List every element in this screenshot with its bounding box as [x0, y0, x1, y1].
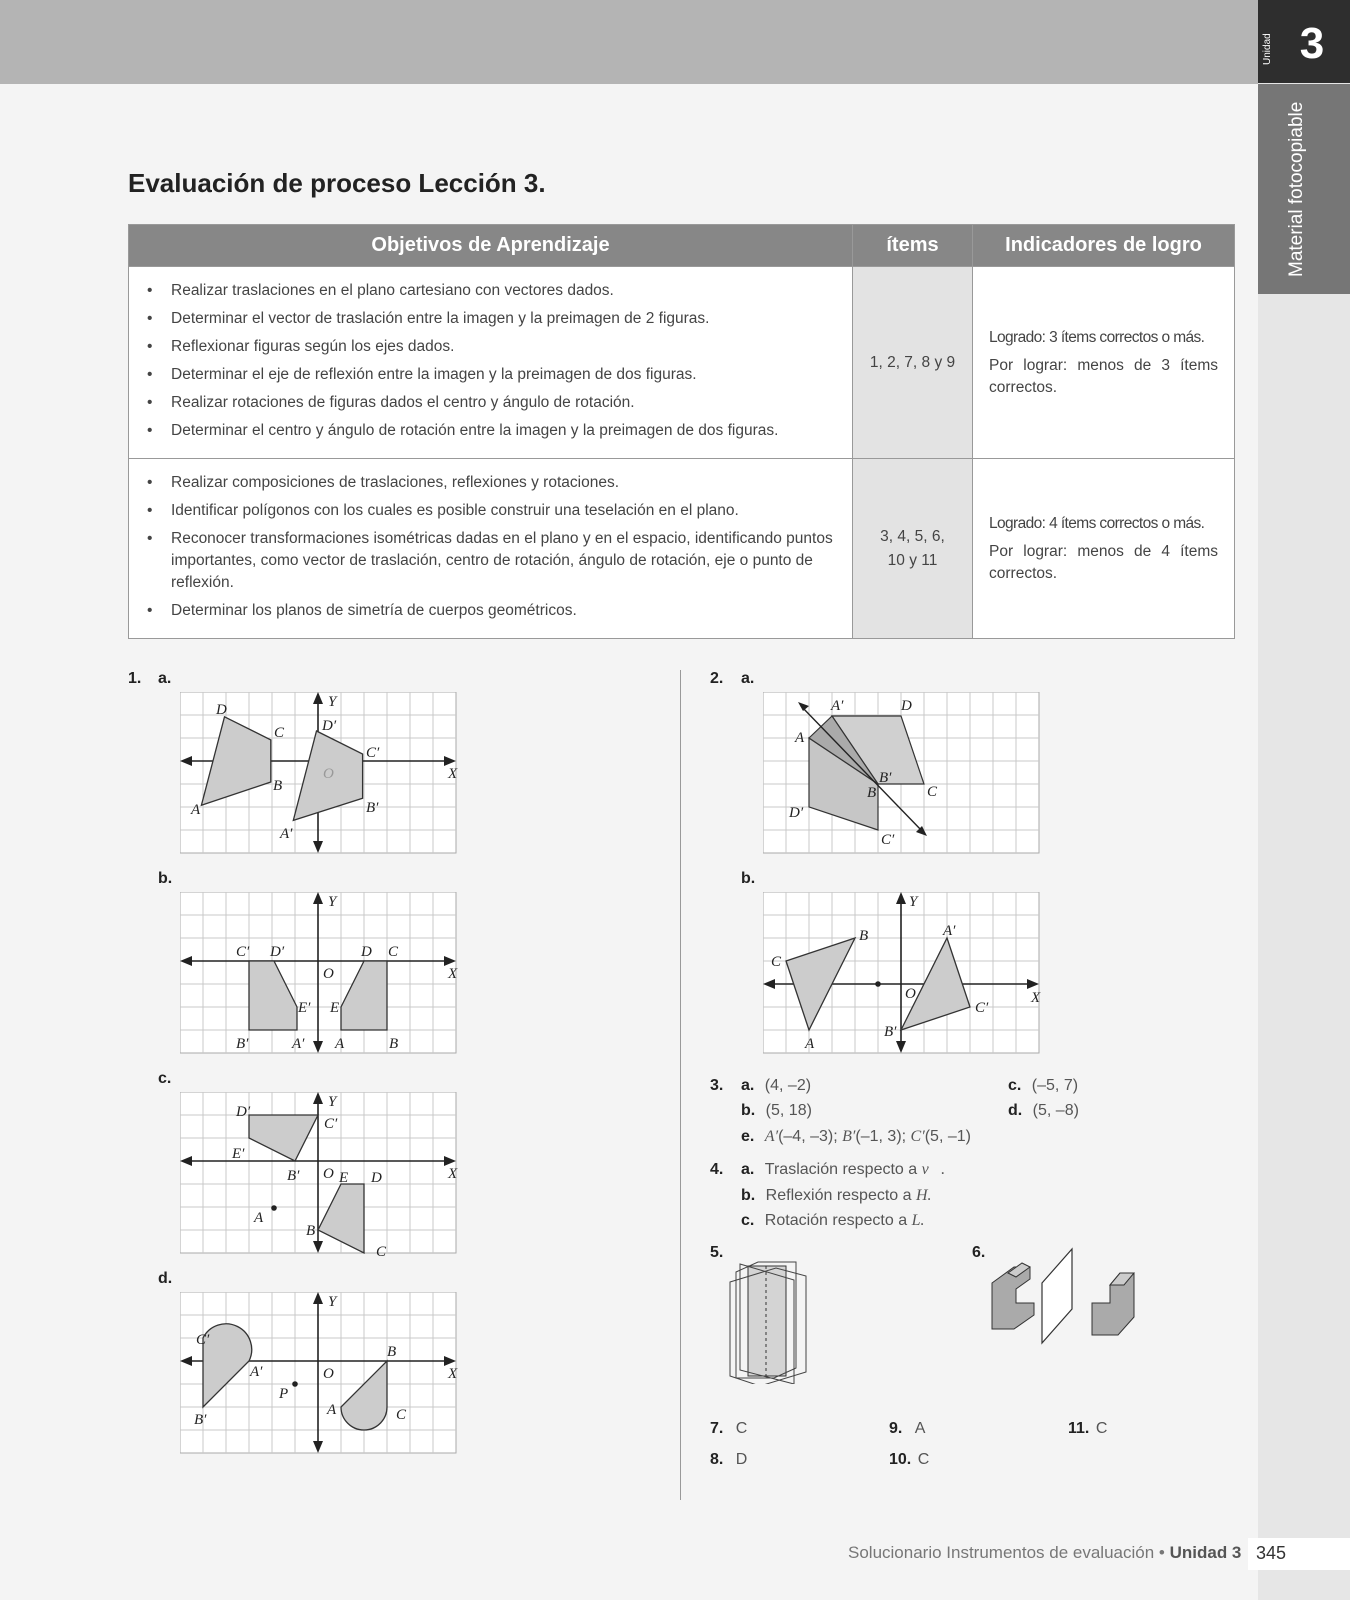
point-label: A′	[250, 1364, 263, 1380]
question-5-number: 5.	[710, 1244, 724, 1261]
q4b-label: b.	[741, 1187, 756, 1204]
point-label: B	[273, 778, 283, 794]
q3c-answer: (–5, 7)	[1031, 1077, 1079, 1094]
indicators-cell	[973, 459, 1235, 639]
point-label: B	[387, 1344, 397, 1360]
answer-number: 8.	[710, 1451, 724, 1468]
footer-unit: Unidad 3	[1169, 1543, 1242, 1562]
point-label: C′	[324, 1116, 338, 1132]
point-name: A′	[764, 1128, 779, 1145]
block-figure	[992, 1267, 1034, 1329]
answer-value: C	[1095, 1420, 1108, 1437]
column-divider	[680, 670, 681, 1500]
items-cell: 3, 4, 5, 6, 10 y 11	[853, 459, 973, 639]
answer-value: C	[735, 1420, 748, 1437]
point-label: C	[771, 954, 782, 970]
point-label: D′	[236, 1104, 251, 1120]
q3d-label: d.	[1008, 1102, 1023, 1119]
achieved-text: Logrado: 3 ítems correctos o más.	[989, 328, 1205, 346]
page-title: Evaluación de proceso Lección 3.	[128, 168, 546, 198]
point-label: B′	[194, 1412, 207, 1428]
point-label: B′	[287, 1168, 300, 1184]
point-label: D	[901, 698, 912, 714]
list-item: • Determinar el centro y ángulo de rotación entre la imagen y la preimagen de dos figuras.	[143, 420, 838, 442]
reflection-figure	[986, 1245, 1138, 1349]
point-label: D′	[322, 718, 337, 734]
axis-label: Y	[328, 894, 337, 910]
point-label: C	[927, 784, 938, 800]
axis-label: X	[448, 766, 458, 782]
list-item: • Determinar los planos de simetría de cuerpos geométricos.	[143, 600, 838, 622]
point-label: P	[279, 1386, 289, 1402]
objectives-table	[128, 224, 1235, 639]
to-achieve-text: Por lograr: menos de 3 ítems correctos.	[989, 356, 1218, 396]
point-label: D	[361, 944, 372, 960]
point-label: A	[191, 802, 201, 818]
q3a	[741, 1077, 811, 1095]
q4a	[741, 1161, 945, 1179]
q4a-label: a.	[741, 1161, 755, 1178]
axis-label: X	[448, 1366, 458, 1382]
point-coords: (–1, 3);	[855, 1128, 907, 1145]
prism-face	[748, 1266, 786, 1376]
axis-label: Y	[328, 694, 337, 710]
q3d	[1008, 1102, 1079, 1120]
point-label: E	[339, 1170, 349, 1186]
q4a-symbol: v⃗.	[921, 1161, 946, 1178]
axis-label: X	[1031, 990, 1041, 1006]
point-label: C′	[366, 745, 380, 761]
graph-2a	[763, 692, 1043, 856]
q4c	[741, 1212, 924, 1230]
q3a-label: a.	[741, 1077, 755, 1094]
origin-label: O	[323, 1366, 334, 1382]
question-4-number: 4.	[710, 1161, 724, 1178]
q1a-label: a.	[158, 670, 172, 687]
answer-7	[710, 1420, 747, 1438]
rotation-center-dot	[875, 981, 881, 987]
q4b-answer	[766, 1187, 932, 1204]
question-3-number: 3.	[710, 1077, 724, 1094]
answer-number: 11.	[1068, 1420, 1090, 1437]
point-a-dot	[271, 1205, 277, 1211]
q4b-text: Reflexión respecto a	[765, 1187, 912, 1204]
axis-label: Y	[328, 1094, 337, 1110]
point-label: C	[396, 1407, 407, 1423]
q1b-label: b.	[158, 870, 173, 887]
answer-value: C	[917, 1451, 930, 1468]
unit-word: Unidad	[1262, 33, 1273, 65]
point-label: B′	[879, 770, 892, 786]
q3e-label: e.	[741, 1128, 755, 1145]
point-coords: (5, –1)	[924, 1128, 971, 1145]
origin-label: O	[323, 1166, 334, 1182]
point-label: B	[867, 785, 877, 801]
point-label: A′	[831, 698, 844, 714]
point-label: E′	[298, 1000, 311, 1016]
graph-1d	[180, 1292, 460, 1456]
table-row	[129, 267, 1235, 459]
top-banner	[0, 0, 1258, 84]
point-label: B′	[884, 1024, 897, 1040]
prism-planes-figure	[724, 1258, 812, 1384]
objectives-cell	[129, 459, 853, 639]
origin-label: O	[323, 766, 334, 782]
question-6-number: 6.	[972, 1244, 986, 1261]
q4b	[741, 1187, 932, 1205]
axis-label: Y	[328, 1294, 337, 1310]
point-label: E′	[232, 1146, 245, 1162]
answer-value: A	[914, 1420, 926, 1437]
table-row	[129, 459, 1235, 639]
table-header-row	[129, 225, 1235, 267]
q4c-text: Rotación respecto a	[764, 1212, 908, 1229]
point-label: B	[859, 928, 869, 944]
point-label: D′	[789, 805, 804, 821]
graph-1a	[180, 692, 460, 856]
q3b-answer: (5, 18)	[765, 1102, 812, 1119]
point-label: D	[216, 702, 227, 718]
q1d-label: d.	[158, 1270, 173, 1287]
answer-10	[889, 1451, 929, 1469]
point-label: C	[274, 725, 285, 741]
point-label: A	[335, 1036, 345, 1052]
q4a-text: Traslación respecto a	[764, 1161, 918, 1178]
point-label: D	[371, 1170, 382, 1186]
q1c-label: c.	[158, 1070, 172, 1087]
mirror-plane	[1042, 1249, 1072, 1343]
q3a-answer: (4, –2)	[764, 1077, 812, 1094]
list-item: • Reconocer transformaciones isométricas dadas en el plano y en el espacio, identificando puntos importantes, como vector de traslación, centro de rotación, ángulo de rotación, eje o punto de reflexión.	[143, 528, 838, 594]
point-label: B′	[366, 800, 379, 816]
q3e-answer	[765, 1128, 971, 1145]
objectives-cell	[129, 267, 853, 459]
objectives-list	[129, 267, 852, 458]
question-2-number: 2.	[710, 670, 724, 687]
point-label: O	[905, 986, 916, 1002]
answer-number: 7.	[710, 1420, 724, 1437]
axis-label: Y	[909, 894, 918, 910]
point-label: B	[389, 1036, 399, 1052]
header-objectives: Objetivos de Aprendizaje	[129, 225, 853, 267]
point-label: C′	[236, 944, 250, 960]
list-item: • Realizar rotaciones de figuras dados el centro y ángulo de rotación.	[143, 392, 838, 414]
list-item: • Realizar traslaciones en el plano cartesiano con vectores dados.	[143, 280, 838, 302]
graph-2b	[763, 892, 1043, 1056]
list-item: • Realizar composiciones de traslaciones, reflexiones y rotaciones.	[143, 472, 838, 494]
point-label: A	[795, 730, 805, 746]
footer-text	[848, 1543, 1241, 1563]
q3b-label: b.	[741, 1102, 756, 1119]
footer-title: Solucionario Instrumentos de evaluación	[848, 1543, 1155, 1562]
footer-separator: •	[1154, 1543, 1170, 1562]
point-label: C	[376, 1244, 387, 1256]
point-label: C	[388, 944, 399, 960]
question-1-number: 1.	[128, 670, 142, 687]
point-label: B	[306, 1223, 316, 1239]
header-indicators: Indicadores de logro	[973, 225, 1235, 267]
point-name: C′	[910, 1128, 925, 1145]
q2a-label: a.	[741, 670, 755, 687]
q2b-label: b.	[741, 870, 756, 887]
q4c-symbol: L.	[911, 1212, 925, 1229]
point-label: C′	[881, 832, 895, 848]
q4a-answer	[765, 1161, 945, 1178]
point-coords: (–4, –3);	[778, 1128, 838, 1145]
graph-1c	[180, 1092, 460, 1256]
point-label: C′	[196, 1332, 210, 1348]
point-label: A	[805, 1036, 815, 1052]
point-label: A′	[943, 923, 956, 939]
achieved-text: Logrado: 4 ítems correctos o más.	[989, 514, 1205, 532]
q3d-answer: (5, –8)	[1032, 1102, 1079, 1119]
list-item: • Reflexionar figuras según los ejes dados.	[143, 336, 838, 358]
point-label: D′	[270, 944, 285, 960]
photocopiable-tab	[1258, 84, 1350, 294]
axis-label: X	[448, 1166, 458, 1182]
point-label: A	[327, 1402, 337, 1418]
point-label: A′	[292, 1036, 305, 1052]
point-p-dot	[292, 1381, 298, 1387]
q4c-label: c.	[741, 1212, 755, 1229]
point-label: B′	[236, 1036, 249, 1052]
to-achieve-text: Por lograr: menos de 4 ítems correctos.	[989, 542, 1218, 582]
q3e	[741, 1128, 971, 1146]
q3c-label: c.	[1008, 1077, 1022, 1094]
point-name: B′	[842, 1128, 856, 1145]
axis-label: X	[448, 966, 458, 982]
point-label: A′	[280, 826, 293, 842]
list-item: • Determinar el vector de traslación entre la imagen y la preimagen de 2 figuras.	[143, 308, 838, 330]
objectives-list	[129, 459, 852, 638]
origin-label: O	[323, 966, 334, 982]
photocopiable-label: Material fotocopiable	[1286, 101, 1307, 277]
indicators-cell	[973, 267, 1235, 459]
answer-8	[710, 1451, 747, 1469]
page-number: 345	[1256, 1543, 1287, 1563]
grid-lines	[180, 892, 456, 1053]
q3b	[741, 1102, 812, 1120]
q4c-answer	[765, 1212, 925, 1229]
list-item: • Identificar polígonos con los cuales es posible construir una teselación en el plano.	[143, 500, 838, 522]
point-label: C′	[975, 1000, 989, 1016]
answer-value: D	[735, 1451, 748, 1468]
header-items: ítems	[853, 225, 973, 267]
items-cell: 1, 2, 7, 8 y 9	[853, 267, 973, 459]
point-label: E	[330, 1000, 340, 1016]
point-label: A	[254, 1210, 264, 1226]
answer-11	[1068, 1420, 1107, 1438]
answer-number: 10.	[889, 1451, 912, 1468]
answer-9	[889, 1420, 925, 1438]
graph-1b	[180, 892, 460, 1056]
q3c	[1008, 1077, 1078, 1095]
q4b-symbol: H.	[915, 1187, 932, 1204]
list-item: • Determinar el eje de reflexión entre la imagen y la preimagen de dos figuras.	[143, 364, 838, 386]
answer-number: 9.	[889, 1420, 903, 1437]
unit-number: 3	[1299, 19, 1325, 68]
